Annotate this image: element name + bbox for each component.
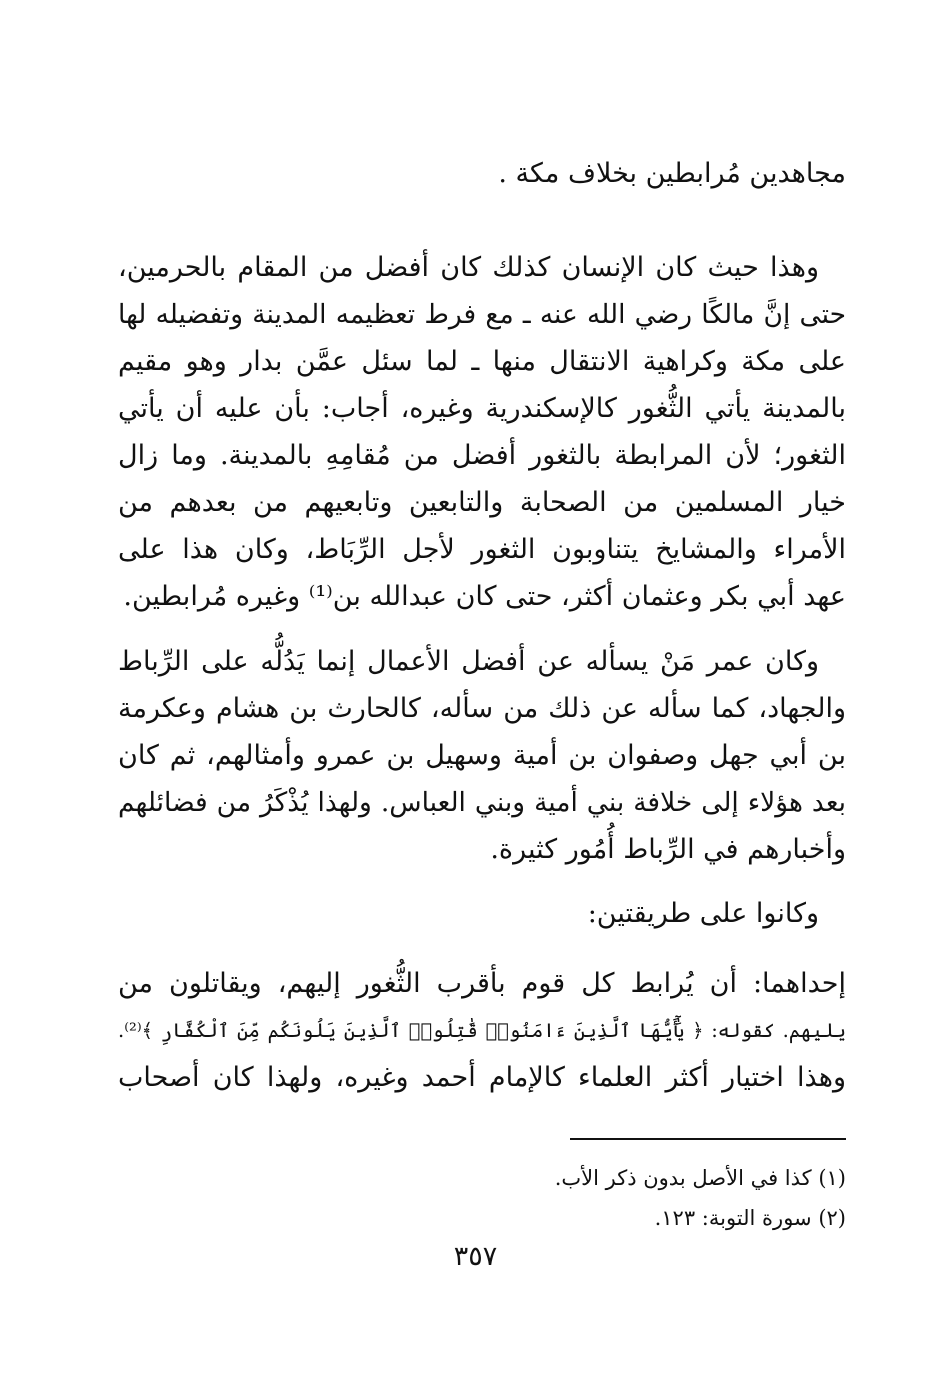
page-number: ٣٥٧ (453, 1241, 498, 1272)
text-line: مجاهدين مُرابطين بخلاف مكة . (498, 158, 846, 189)
text-line: خيار المسلمين من الصحابة والتابعين وتابعيهم من بعدهم من (118, 487, 846, 518)
text-line: بعد هؤلاء إلى خلافة بني أمية وبني العباس. ولهذا يُذْكَرُ من فضائلهم (118, 787, 846, 818)
paragraph-two-ways (118, 890, 846, 937)
text-line: وكانوا على طريقتين: (587, 898, 819, 929)
footnote-1: (١) كذا في الأصل بدون ذكر الأب. (554, 1166, 846, 1190)
footnote-separator (570, 1138, 846, 1140)
text-line: وهذا حيث كان الإنسان كذلك كان أفضل من المقام بالحرمين، (118, 252, 819, 283)
paragraph-umar (118, 638, 846, 873)
text-line: عهد أبي بكر وعثمان أكثر، حتى كان عبدالله بن⁽¹⁾ وغيره مُرابطين. (123, 581, 846, 612)
text-line: على مكة وكراهية الانتقال منها ـ لما سئل عمَّن بدار وهو مقيم (118, 346, 846, 377)
paragraph-first-way (118, 960, 846, 1101)
text-line-quran-quote: يليهم. كقوله: ﴿ يَٰٓأَيُّهَا ٱلَّذِينَ ءَامَنُوا۟ قَٰتِلُوا۟ ٱلَّذِينَ يَلُونَكُم مِّنَ ٱلْكُفَّارِ ﴾⁽²⁾. (118, 1019, 846, 1042)
text-line: وكان عمر مَنْ يسأله عن أفضل الأعمال إنما يَدُلُّه على الرِّباط (118, 646, 819, 677)
text-line: وهذا اختيار أكثر العلماء كالإمام أحمد وغيره، ولهذا كان أصحاب (118, 1062, 846, 1093)
text-line: بن أبي جهل وصفوان بن أمية وسهيل بن عمرو وأمثالهم، ثم كان (118, 740, 846, 771)
text-line: وأخبارهم في الرِّباط أُمُور كثيرة. (490, 834, 846, 865)
text-line: بالمدينة يأتي الثُّغور كالإسكندرية وغيره، أجاب: بأن عليه أن يأتي (118, 393, 846, 424)
text-line: والجهاد، كما سأله عن ذلك من سأله، كالحارث بن هشام وعكرمة (118, 693, 846, 724)
footnotes (118, 1158, 846, 1238)
text-line: حتى إنَّ مالكًا رضي الله عنه ـ مع فرط تعظيمه المدينة وتفضيله لها (118, 299, 846, 330)
paragraph-ribat-merit (118, 244, 846, 620)
text-line: الأمراء والمشايخ يتناوبون الثغور لأجل الرِّبَاط، وكان هذا على (118, 534, 846, 565)
text-line: الثغور؛ لأن المرابطة بالثغور أفضل من مُقامِهِ بالمدينة. وما زال (118, 440, 846, 471)
paragraph-continuation (118, 150, 846, 197)
footnote-2: (٢) سورة التوبة: ١٢٣. (654, 1206, 846, 1230)
text-line: إحداهما: أن يُرابط كل قوم بأقرب الثُّغور إليهم، ويقاتلون من (118, 968, 846, 999)
